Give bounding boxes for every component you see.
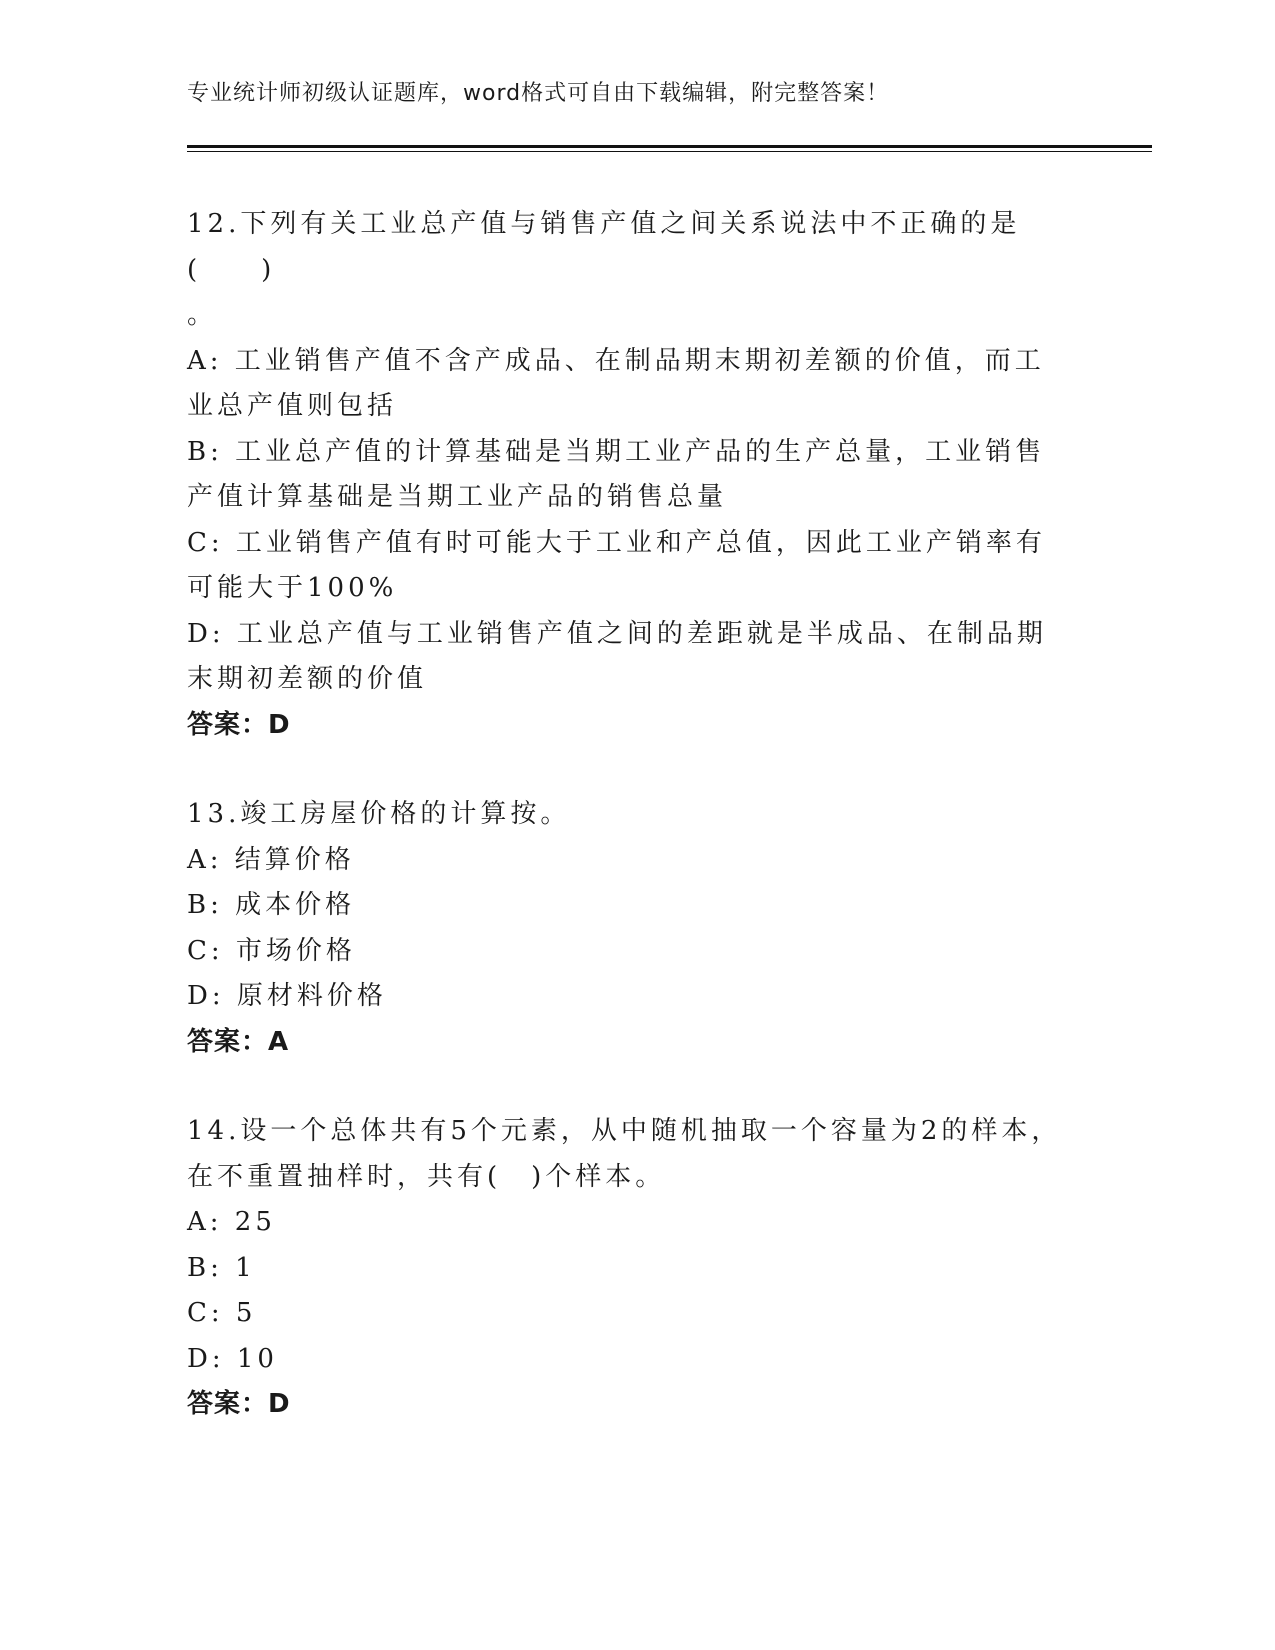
header-divider-thick (187, 145, 1152, 148)
option-d: D: 10 (187, 1343, 278, 1374)
header-divider-thin (187, 151, 1152, 152)
question-text: 13.竣工房屋价格的计算按。 (187, 799, 571, 829)
option-b: B: 成本价格 (187, 890, 356, 920)
option-b: B: 1 (187, 1252, 256, 1283)
answer-label: 答案：D (187, 709, 291, 740)
question-13 (187, 792, 1067, 1065)
answer-label: 答案：D (187, 1389, 291, 1419)
option-c: C: 工业销售产值有时可能大于工业和产总值，因此工业产销率有可能大于100% (187, 527, 1046, 603)
option-d: D: 原材料价格 (187, 981, 387, 1011)
option-a: A: 结算价格 (187, 844, 355, 875)
answer-label: 答案：A (187, 1026, 290, 1057)
option-c: C: 5 (187, 1298, 257, 1328)
question-text: 12.下列有关工业总产值与销售产值之间关系说法中不正确的是( ) 。 (187, 209, 1021, 330)
option-c: C: 市场价格 (187, 935, 356, 966)
question-12 (187, 202, 1067, 748)
question-text: 14.设一个总体共有5个元素，从中随机抽取一个容量为2的样本，在不重置抽样时，共有( )个样本。 (187, 1116, 1062, 1192)
header-title: 专业统计师初级认证题库，word格式可自由下载编辑，附完整答案！ (187, 81, 890, 106)
option-d: D: 工业总产值与工业销售产值之间的差距就是半成品、在制品期末期初差额的价值 (187, 618, 1047, 694)
option-a: A: 工业销售产值不含产成品、在制品期末期初差额的价值，而工业总产值则包括 (187, 345, 1045, 421)
question-list (187, 202, 1067, 1472)
option-a: A: 25 (187, 1207, 276, 1237)
option-b: B: 工业总产值的计算基础是当期工业产品的生产总量，工业销售产值计算基础是当期工业产品的销售总量 (187, 436, 1046, 512)
question-14 (187, 1109, 1067, 1428)
